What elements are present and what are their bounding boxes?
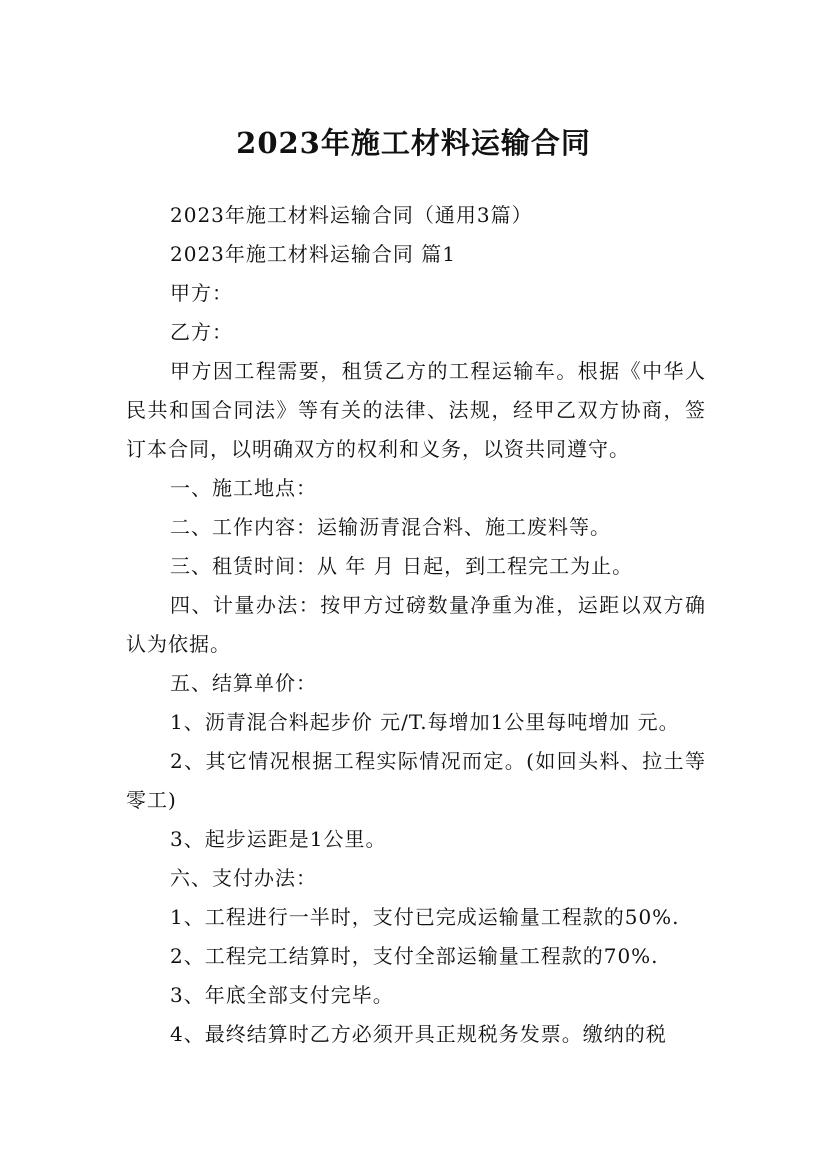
paragraph: 2023年施工材料运输合同（通用3篇） — [170, 203, 533, 227]
paragraph: 4、最终结算时乙方必须开具正规税务发票。缴纳的税 — [170, 1022, 667, 1046]
paragraph: 三、租赁时间：从 年 月 日起，到工程完工为止。 — [170, 554, 634, 578]
paragraph: 3、起步运距是1公里。 — [170, 827, 387, 851]
paragraph: 2、工程完工结算时，支付全部运输量工程款的70%. — [170, 944, 659, 968]
paragraph: 一、施工地点： — [170, 476, 317, 500]
paragraph: 甲方： — [170, 281, 233, 305]
paragraph: 二、工作内容：运输沥青混合料、施工废料等。 — [170, 515, 611, 539]
document-body — [126, 196, 706, 1054]
paragraph: 四、计量办法：按甲方过磅数量净重为准，运距以双方确认为依据。 — [126, 593, 706, 656]
paragraph: 1、沥青混合料起步价 元/T.每增加1公里每吨增加 元。 — [170, 710, 680, 734]
paragraph: 乙方： — [170, 320, 233, 344]
paragraph: 3、年底全部支付完毕。 — [170, 983, 394, 1007]
document-title: 2023年施工材料运输合同 — [236, 126, 591, 161]
paragraph: 1、工程进行一半时，支付已完成运输量工程款的50%. — [170, 905, 680, 929]
paragraph: 2023年施工材料运输合同 篇1 — [170, 242, 456, 266]
paragraph: 2、其它情况根据工程实际情况而定。(如回头料、拉土等零工) — [126, 749, 706, 812]
paragraph: 六、支付办法： — [170, 866, 317, 890]
paragraph: 甲方因工程需要，租赁乙方的工程运输车。根据《中华人民共和国合同法》等有关的法律、法规，经甲乙双方协商，签订本合同，以明确双方的权利和义务，以资共同遵守。 — [126, 359, 706, 461]
paragraph: 五、结算单价： — [170, 671, 317, 695]
